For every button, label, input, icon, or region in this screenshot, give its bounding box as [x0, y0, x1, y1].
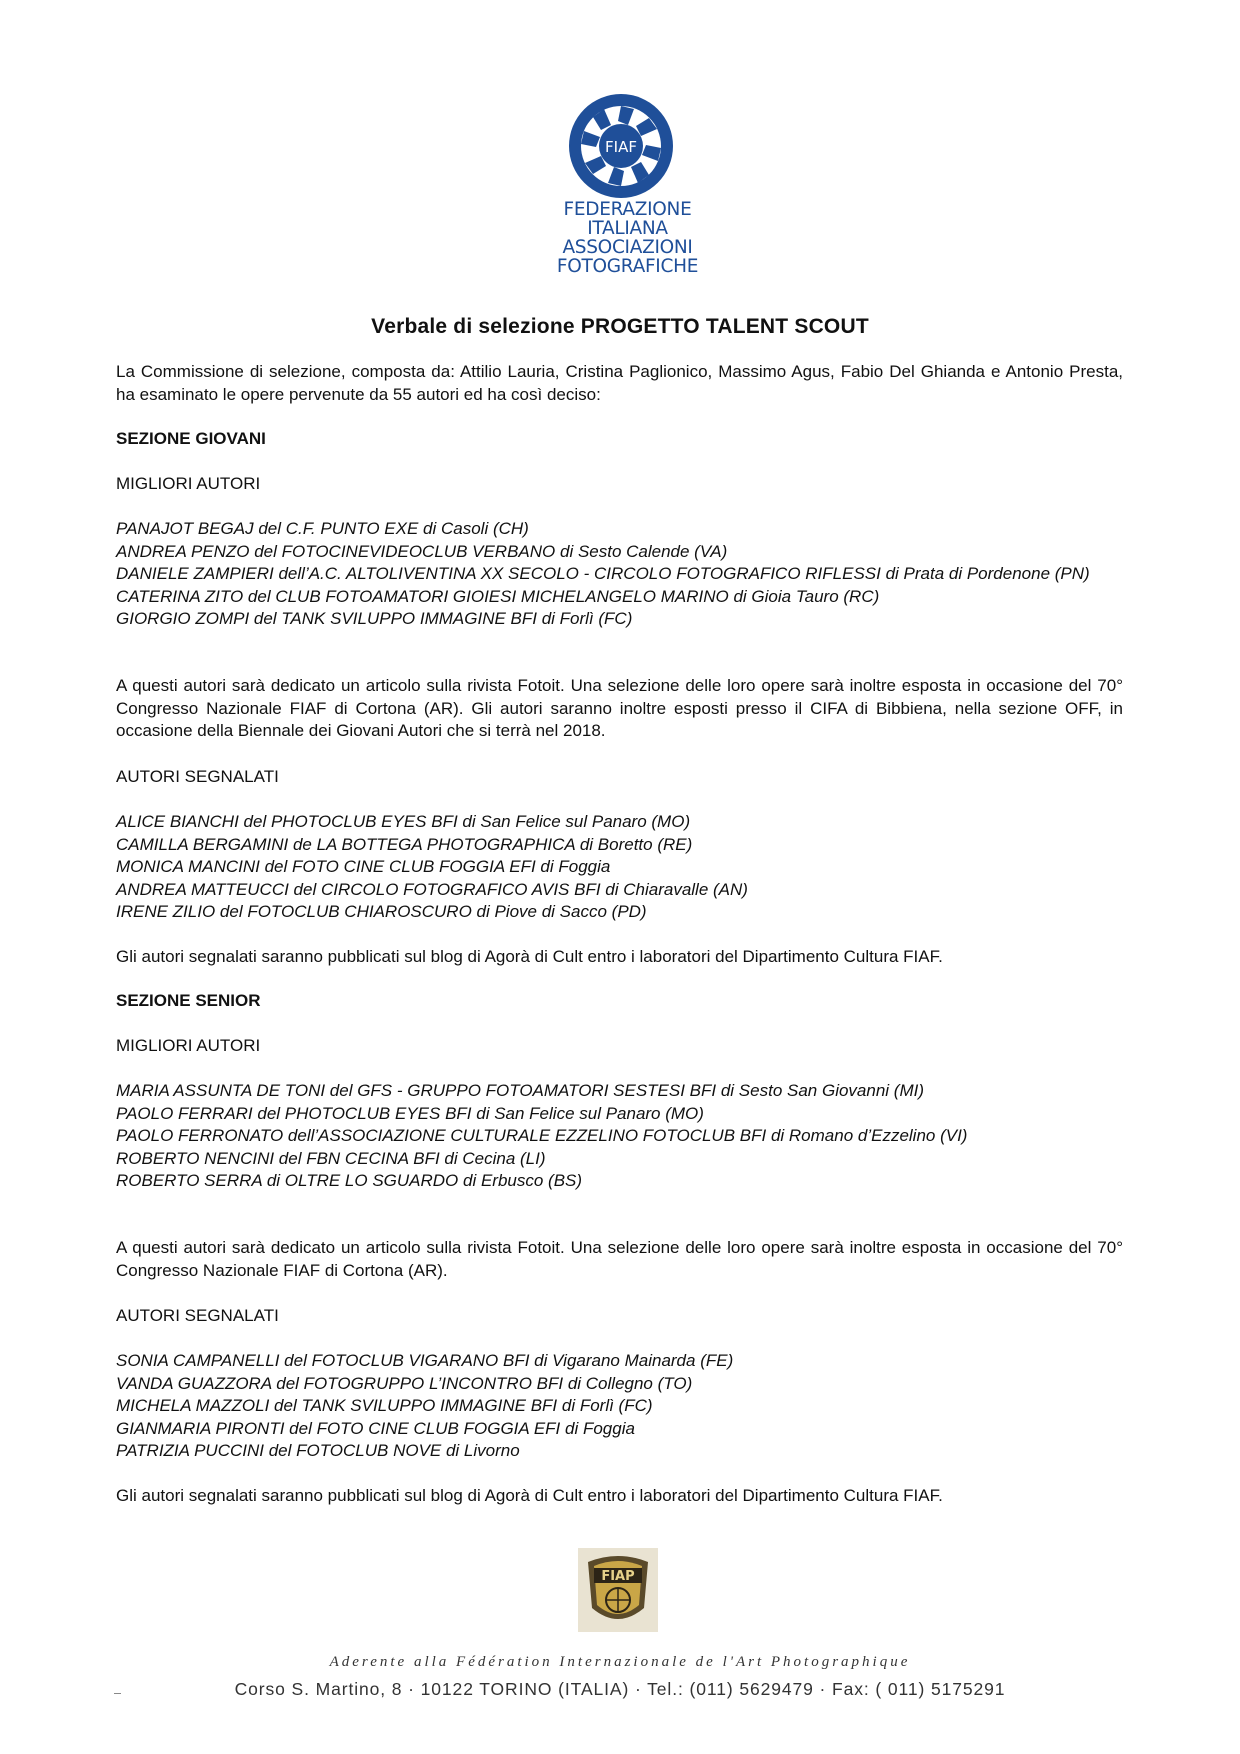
- logo-line: FEDERAZIONE: [563, 199, 692, 220]
- list-item: IRENE ZILIO del FOTOCLUB CHIAROSCURO di Piove di Sacco (PD): [116, 902, 647, 921]
- svg-text:FIAF: FIAF: [605, 138, 637, 156]
- list-item: ALICE BIANCHI del PHOTOCLUB EYES BFI di San Felice sul Panaro (MO): [116, 812, 691, 831]
- list-item: SONIA CAMPANELLI del FOTOCLUB VIGARANO BFI di Vigarano Mainarda (FE): [116, 1351, 734, 1370]
- list-item: MICHELA MAZZOLI del TANK SVILUPPO IMMAGINE BFI di Forlì (FC): [116, 1396, 653, 1415]
- list-item: CATERINA ZITO del CLUB FOTOAMATORI GIOIESI MICHELANGELO MARINO di Gioia Tauro (RC): [116, 586, 880, 606]
- senior-blog-note: Gli autori segnalati saranno pubblicati sul blog di Agorà di Cult entro i laboratori del Dipartimento Cultura FIAF.: [116, 1486, 943, 1505]
- list-item: GIORGIO ZOMPI del TANK SVILUPPO IMMAGINE BFI di Forlì (FC): [116, 609, 633, 628]
- section-heading-senior: SEZIONE SENIOR: [116, 991, 261, 1010]
- list-item: MARIA ASSUNTA DE TONI del GFS - GRUPPO FOTOAMATORI SESTESI BFI di Sesto San Giovanni (MI): [116, 1081, 924, 1100]
- giovani-blog-note: Gli autori segnalati saranno pubblicati sul blog di Agorà di Cult entro i laboratori del Dipartimento Cultura FIAF.: [116, 947, 943, 966]
- migliori-autori-label: MIGLIORI AUTORI: [116, 474, 261, 493]
- list-item: ROBERTO NENCINI del FBN CECINA BFI di Cecina (LI): [116, 1148, 546, 1168]
- giovani-segnalati-list: [116, 811, 1123, 924]
- fiaf-logo: [540, 88, 715, 278]
- list-item: ROBERTO SERRA di OLTRE LO SGUARDO di Erbusco (BS): [116, 1171, 583, 1190]
- migliori-autori-label: MIGLIORI AUTORI: [116, 1036, 261, 1055]
- list-item: CAMILLA BERGAMINI de LA BOTTEGA PHOTOGRAPHICA di Boretto (RE): [116, 834, 693, 854]
- logo-line: FOTOGRAFICHE: [556, 256, 699, 277]
- footer-address: Corso S. Martino, 8 · 10122 TORINO (ITALIA) · Tel.: (011) 5629479 · Fax: ( 011) 5175291: [234, 1679, 1006, 1699]
- fiaf-logo-text: [540, 200, 715, 276]
- svg-text:FIAP: FIAP: [601, 1569, 635, 1584]
- autori-segnalati-label: AUTORI SEGNALATI: [116, 767, 279, 786]
- list-item: DANIELE ZAMPIERI dell’A.C. ALTOLIVENTINA XX SECOLO - CIRCOLO FOTOGRAFICO RIFLESSI di Prata di Pordenone (PN): [116, 564, 1090, 583]
- senior-note: A questi autori sarà dedicato un articolo sulla rivista Fotoit. Una selezione delle loro opere sarà inoltre esposta in occasione del 70° Congresso Nazionale FIAF di Cortona (AR).: [116, 1238, 1123, 1280]
- logo-line: ITALIANA: [587, 218, 668, 239]
- autori-segnalati-label: AUTORI SEGNALATI: [116, 1306, 279, 1325]
- giovani-note: A questi autori sarà dedicato un articolo sulla rivista Fotoit. Una selezione delle loro opere sarà inoltre esposta in occasione del 70° Congresso Nazionale FIAF di Cortona (AR). Gli autori saranno inoltre esposti presso il CIFA di Bibbiena, nella sezione OFF, in occasione della Biennale dei Giovani Autori che si terrà nel 2018.: [116, 676, 1123, 740]
- fiaf-aperture-icon: [566, 91, 676, 201]
- section-heading-giovani: SEZIONE GIOVANI: [116, 429, 266, 448]
- list-item: PANAJOT BEGAJ del C.F. PUNTO EXE di Casoli (CH): [116, 519, 529, 538]
- list-item: GIANMARIA PIRONTI del FOTO CINE CLUB FOGGIA EFI di Foggia: [116, 1418, 635, 1438]
- list-item: ANDREA PENZO del FOTOCINEVIDEOCLUB VERBANO di Sesto Calende (VA): [116, 541, 728, 561]
- fiap-emblem-icon: [578, 1548, 658, 1632]
- list-item: PATRIZIA PUCCINI del FOTOCLUB NOVE di Livorno: [116, 1441, 520, 1460]
- list-item: MONICA MANCINI del FOTO CINE CLUB FOGGIA EFI di Foggia: [116, 857, 611, 876]
- intro-paragraph: La Commissione di selezione, composta da: Attilio Lauria, Cristina Paglionico, Massimo Agus, Fabio Del Ghianda e Antonio Presta, ha esaminato le opere pervenute da 55 autori ed ha così deciso:: [116, 362, 1123, 404]
- intro-block: [116, 361, 1123, 406]
- senior-segnalati-list: [116, 1350, 1123, 1463]
- list-item: ANDREA MATTEUCCI del CIRCOLO FOTOGRAFICO AVIS BFI di Chiaravalle (AN): [116, 879, 748, 899]
- footer-affiliation-note: Aderente alla Fédération Internazionale de l'Art Photographique: [329, 1654, 911, 1670]
- list-item: PAOLO FERRARI del PHOTOCLUB EYES BFI di San Felice sul Panaro (MO): [116, 1103, 704, 1123]
- list-item: PAOLO FERRONATO dell’ASSOCIAZIONE CULTURALE EZZELINO FOTOCLUB BFI di Romano d’Ezzelino (VI): [116, 1126, 968, 1145]
- senior-migliori-list: [116, 1080, 1123, 1193]
- document-title: Verbale di selezione PROGETTO TALENT SCOUT: [371, 315, 869, 338]
- logo-line: ASSOCIAZIONI: [562, 237, 693, 258]
- giovani-migliori-list: [116, 518, 1123, 631]
- list-item: VANDA GUAZZORA del FOTOGRUPPO L’INCONTRO BFI di Collegno (TO): [116, 1373, 693, 1393]
